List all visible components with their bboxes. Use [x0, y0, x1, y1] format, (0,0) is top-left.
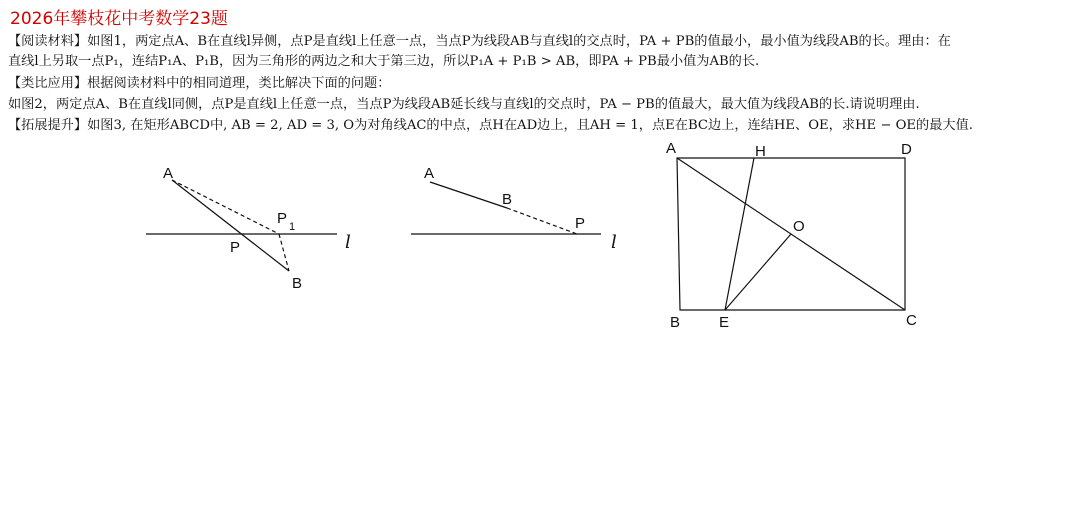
page-title: 2026年攀枝花中考数学23题 — [10, 9, 228, 29]
fig3-label-c: C — [906, 312, 917, 329]
fig2-segment-bp — [507, 208, 577, 234]
figure-2 — [411, 182, 601, 234]
fig1-label-l: l — [345, 232, 351, 253]
fig1-segment-ap1 — [172, 180, 279, 234]
analogy-question-line: 如图2，两定点A、B在直线l同侧，点P是直线l上任意一点，当点P为线段AB延长线与直线l的交点时，PA − PB的值最大，最大值为线段AB的长.请说明理由. — [8, 97, 920, 112]
figure-3 — [677, 158, 905, 310]
fig3-label-h: H — [755, 143, 766, 160]
fig1-label-a: A — [163, 165, 174, 182]
fig2-label-a: A — [424, 165, 435, 182]
fig3-label-b: B — [670, 314, 681, 331]
fig2-label-p: P — [575, 215, 586, 232]
figure-1 — [146, 180, 337, 271]
fig1-segment-ab — [172, 180, 289, 271]
fig1-label-p1-subscript: 1 — [289, 221, 296, 233]
fig1-segment-p1b — [279, 234, 289, 271]
fig2-label-l: l — [611, 232, 617, 253]
fig1-label-p1: P — [277, 210, 288, 227]
extension-question-line: 【拓展提升】如图3, 在矩形ABCD中, AB = 2, AD = 3, O为对角线AC的中点，点H在AD边上，且AH = 1，点E在BC边上，连结HE、OE，求HE − OE的最大值. — [8, 118, 973, 133]
reading-material-line-1: 【阅读材料】如图1，两定点A、B在直线l异侧，点P是直线l上任意一点，当点P为线段AB与直线l的交点时，PA + PB的值最小，最小值为线段AB的长。理由：在 — [8, 34, 951, 49]
analogy-heading-line: 【类比应用】根据阅读材料中的相同道理，类比解决下面的问题： — [8, 76, 391, 91]
fig3-label-o: O — [793, 218, 805, 235]
fig3-segment-he — [725, 158, 754, 310]
fig3-label-d: D — [901, 141, 912, 158]
fig3-label-e: E — [719, 314, 730, 331]
fig3-segment-oe — [725, 234, 791, 310]
fig2-label-b: B — [502, 191, 513, 208]
fig1-label-p: P — [230, 239, 241, 256]
fig1-label-b: B — [292, 275, 303, 292]
fig3-label-a: A — [666, 140, 677, 157]
fig2-segment-ab — [430, 182, 507, 208]
reading-material-line-2: 直线l上另取一点P₁，连结P₁A、P₁B，因为三角形的两边之和大于第三边，所以P₁A + P₁B > AB，即PA + PB最小值为AB的长. — [8, 54, 760, 69]
